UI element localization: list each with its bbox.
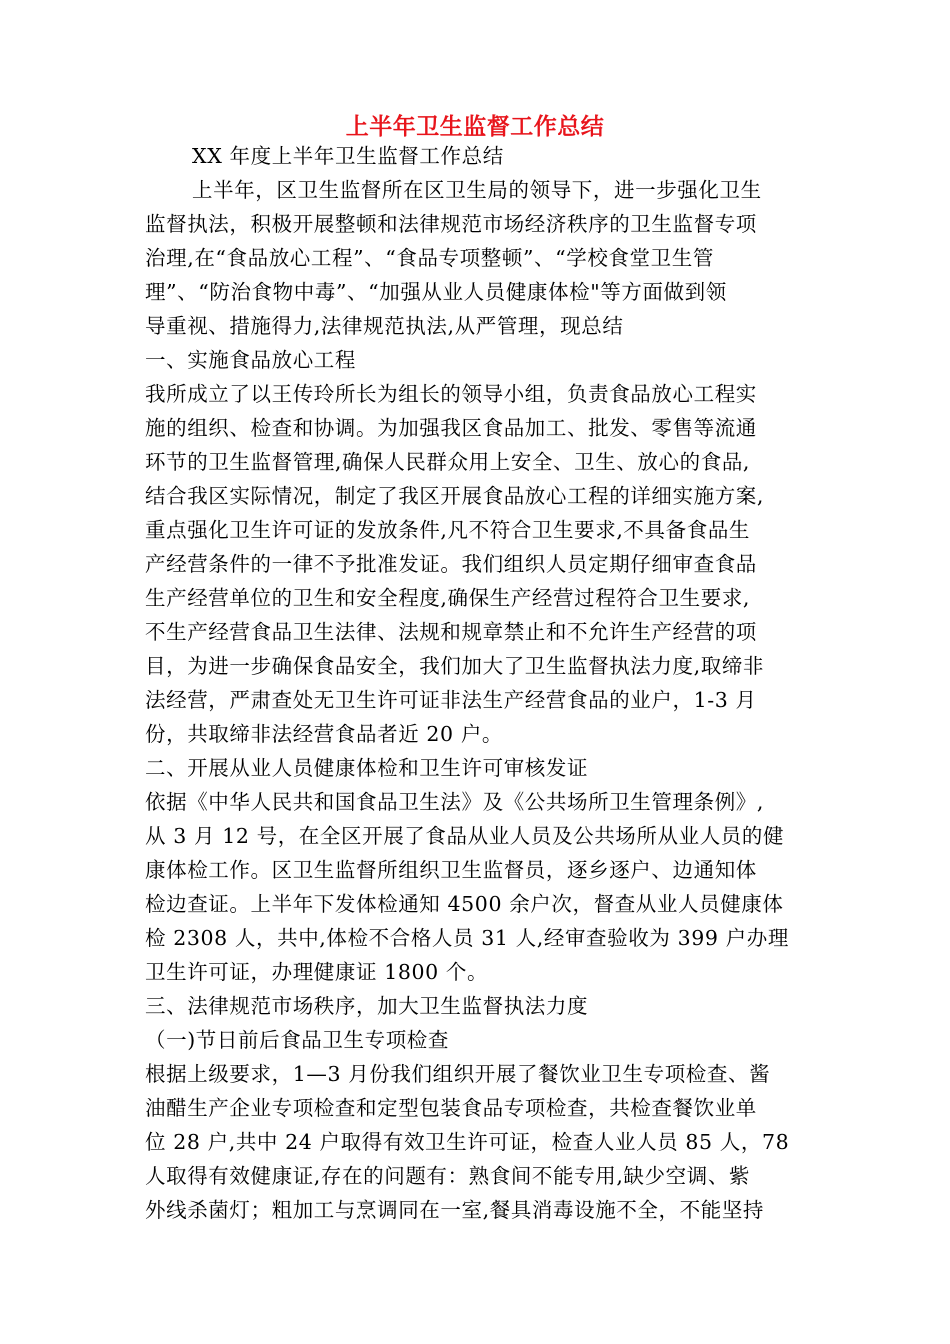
section-heading: 三、法律规范市场秩序，加大卫生监督执法力度 (145, 994, 589, 1018)
paragraph-line: 我所成立了以王传玲所长为组长的领导小组，负责食品放心工程实 (145, 382, 757, 406)
paragraph-line: 结合我区实际情况，制定了我区开展食品放心工程的详细实施方案, (145, 484, 765, 508)
paragraph-line: 人取得有效健康证,存在的问题有：熟食间不能专用,缺少空调、紫 (145, 1164, 751, 1188)
paragraph-line: 重点强化卫生许可证的发放条件,凡不符合卫生要求,不具备食品生 (145, 518, 751, 542)
paragraph-line: 依据《中华人民共和国食品卫生法》及《公共场所卫生管理条例》, (145, 790, 765, 814)
paragraph-line: 份，共取缔非法经营食品者近 20 户。 (145, 722, 504, 746)
paragraph-line: 上半年，区卫生监督所在区卫生局的领导下，进一步强化卫生 (192, 178, 762, 202)
paragraph-line: 位 28 户,共中 24 户取得有效卫生许可证，检查人业人员 85 人，78 (145, 1130, 790, 1154)
paragraph-line: 导重视、措施得力,法律规范执法,从严管理，现总结 (145, 314, 624, 338)
paragraph-line: 生产经营单位的卫生和安全程度,确保生产经营过程符合卫生要求, (145, 586, 751, 610)
paragraph-line: 从 3 月 12 号，在全区开展了食品从业人员及公共场所从业人员的健 (145, 824, 785, 848)
section-heading: 一、实施食品放心工程 (145, 348, 356, 372)
paragraph-line: 法经营，严肃查处无卫生许可证非法生产经营食品的业户，1-3 月 (145, 688, 757, 712)
paragraph-line: 目，为进一步确保食品安全，我们加大了卫生监督执法力度,取缔非 (145, 654, 765, 678)
paragraph-line: 产经营条件的一律不予批准发证。我们组织人员定期仔细审查食品 (145, 552, 757, 576)
paragraph-line: 环节的卫生监督管理,确保人民群众用上安全、卫生、放心的食品, (145, 450, 751, 474)
paragraph-line: 检边查证。上半年下发体检通知 4500 余户次，督查从业人员健康体 (145, 892, 784, 916)
document-title: 上半年卫生监督工作总结 (345, 114, 605, 140)
paragraph-line: 治理,在“食品放心工程”、“食品专项整顿”、“学校食堂卫生管 (145, 246, 714, 270)
paragraph-line: 外线杀菌灯；粗加工与烹调同在一室,餐具消毒设施不全，不能坚持 (145, 1198, 765, 1222)
section-heading: 二、开展从业人员健康体检和卫生许可审核发证 (145, 756, 589, 780)
subtitle-line: XX 年度上半年卫生监督工作总结 (192, 144, 504, 168)
paragraph-line: 油醋生产企业专项检查和定型包装食品专项检查，共检查餐饮业单 (145, 1096, 757, 1120)
paragraph-line: 监督执法，积极开展整顿和法律规范市场经济秩序的卫生监督专项 (145, 212, 757, 236)
paragraph-line: 康体检工作。区卫生监督所组织卫生监督员，逐乡逐户、边通知体 (145, 858, 757, 882)
paragraph-line: 检 2308 人，共中,体检不合格人员 31 人,经审查验收为 399 户办理 (145, 926, 789, 950)
paragraph-line: 卫生许可证，办理健康证 1800 个。 (145, 960, 489, 984)
document-body (145, 139, 805, 1227)
paragraph-line: 施的组织、检查和协调。为加强我区食品加工、批发、零售等流通 (145, 416, 757, 440)
paragraph-line: 不生产经营食品卫生法律、法规和规章禁止和不允许生产经营的项 (145, 620, 757, 644)
paragraph-line: 根据上级要求，1—3 月份我们组织开展了餐饮业卫生专项检查、酱 (145, 1062, 771, 1086)
paragraph-line: 理”、“防治食物中毒”、“加强从业人员健康体检"等方面做到领 (145, 280, 727, 304)
subsection-heading: （一)节日前后食品卫生专项检查 (145, 1028, 449, 1052)
